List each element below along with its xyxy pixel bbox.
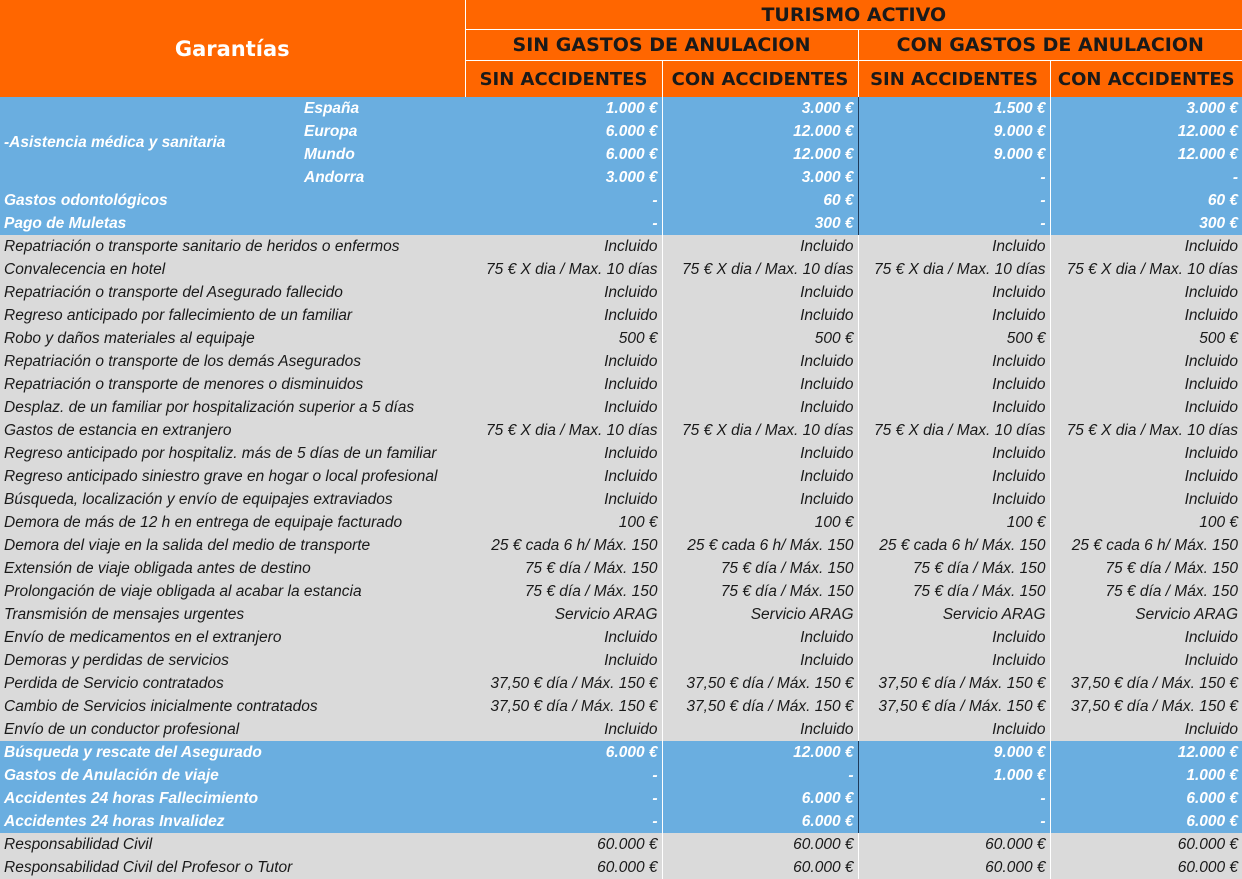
value-cell: Incluido xyxy=(1050,465,1242,488)
value-cell: 37,50 € día / Máx. 150 € xyxy=(662,672,858,695)
row-label: Cambio de Servicios inicialmente contratados xyxy=(0,695,465,718)
table-row xyxy=(0,741,1242,764)
value-cell: 37,50 € día / Máx. 150 € xyxy=(858,672,1050,695)
value-cell: 37,50 € día / Máx. 150 € xyxy=(858,695,1050,718)
garantias-header: Garantías xyxy=(0,0,465,97)
value-cell: 60.000 € xyxy=(465,856,662,879)
row-label: Demora de más de 12 h en entrega de equipaje facturado xyxy=(0,511,465,534)
table-row xyxy=(0,235,1242,258)
table-row xyxy=(0,327,1242,350)
value-cell: Incluido xyxy=(662,442,858,465)
row-label: Convalecencia en hotel xyxy=(0,258,465,281)
table-row xyxy=(0,833,1242,856)
value-cell: Incluido xyxy=(1050,718,1242,741)
value-cell: 6.000 € xyxy=(662,787,858,810)
row-label: Pago de Muletas xyxy=(0,212,465,235)
value-cell: - xyxy=(858,810,1050,833)
value-cell: 75 € X dia / Max. 10 días xyxy=(858,258,1050,281)
value-cell: Incluido xyxy=(1050,442,1242,465)
value-cell: 6.000 € xyxy=(1050,787,1242,810)
value-cell: Servicio ARAG xyxy=(465,603,662,626)
row-label: Prolongación de viaje obligada al acabar la estancia xyxy=(0,580,465,603)
value-cell: 9.000 € xyxy=(858,143,1050,166)
value-cell: Incluido xyxy=(858,373,1050,396)
con-gastos-anulacion-header: CON GASTOS DE ANULACION xyxy=(858,30,1242,61)
table-row xyxy=(0,511,1242,534)
value-cell: 75 € día / Máx. 150 xyxy=(662,580,858,603)
value-cell: Incluido xyxy=(1050,304,1242,327)
value-cell: 12.000 € xyxy=(1050,120,1242,143)
row-label: Envío de un conductor profesional xyxy=(0,718,465,741)
table-row xyxy=(0,97,1242,120)
value-cell: 37,50 € día / Máx. 150 € xyxy=(465,672,662,695)
value-cell: Incluido xyxy=(858,626,1050,649)
table-row xyxy=(0,672,1242,695)
value-cell: Incluido xyxy=(465,373,662,396)
table-row xyxy=(0,465,1242,488)
value-cell: 37,50 € día / Máx. 150 € xyxy=(1050,695,1242,718)
table-row xyxy=(0,695,1242,718)
value-cell: Incluido xyxy=(662,488,858,511)
row-label: Gastos de estancia en extranjero xyxy=(0,419,465,442)
value-cell: 25 € cada 6 h/ Máx. 150 xyxy=(662,534,858,557)
sin-gastos-anulacion-header: SIN GASTOS DE ANULACION xyxy=(465,30,858,61)
value-cell: 6.000 € xyxy=(1050,810,1242,833)
value-cell: Incluido xyxy=(1050,396,1242,419)
value-cell: Incluido xyxy=(662,235,858,258)
value-cell: Incluido xyxy=(662,373,858,396)
value-cell: Incluido xyxy=(465,465,662,488)
value-cell: Incluido xyxy=(465,396,662,419)
value-cell: 25 € cada 6 h/ Máx. 150 xyxy=(465,534,662,557)
row-label: Desplaz. de un familiar por hospitalización superior a 5 días xyxy=(0,396,465,419)
table-row xyxy=(0,258,1242,281)
value-cell: Incluido xyxy=(1050,626,1242,649)
value-cell: 60.000 € xyxy=(858,856,1050,879)
table-row xyxy=(0,856,1242,879)
value-cell: - xyxy=(858,166,1050,189)
value-cell: Incluido xyxy=(465,350,662,373)
value-cell: - xyxy=(1050,166,1242,189)
value-cell: 3.000 € xyxy=(1050,97,1242,120)
value-cell: Incluido xyxy=(1050,649,1242,672)
row-label: Perdida de Servicio contratados xyxy=(0,672,465,695)
value-cell: - xyxy=(662,764,858,787)
region-label: Mundo xyxy=(300,143,465,166)
value-cell: 75 € X dia / Max. 10 días xyxy=(465,258,662,281)
value-cell: 500 € xyxy=(465,327,662,350)
table-row xyxy=(0,580,1242,603)
value-cell: 12.000 € xyxy=(662,143,858,166)
value-cell: Incluido xyxy=(858,281,1050,304)
row-label: Regreso anticipado por hospitaliz. más de 5 días de un familiar xyxy=(0,442,465,465)
row-label: Repatriación o transporte sanitario de heridos o enfermos xyxy=(0,235,465,258)
table-row xyxy=(0,787,1242,810)
table-row xyxy=(0,718,1242,741)
value-cell: 75 € día / Máx. 150 xyxy=(1050,580,1242,603)
value-cell: Incluido xyxy=(1050,373,1242,396)
value-cell: 500 € xyxy=(1050,327,1242,350)
row-label: Accidentes 24 horas Fallecimiento xyxy=(0,787,465,810)
table-row xyxy=(0,603,1242,626)
value-cell: Servicio ARAG xyxy=(858,603,1050,626)
table-row xyxy=(0,488,1242,511)
value-cell: 75 € día / Máx. 150 xyxy=(858,557,1050,580)
value-cell: Incluido xyxy=(465,718,662,741)
table-header xyxy=(0,0,1242,97)
row-label: Demora del viaje en la salida del medio de transporte xyxy=(0,534,465,557)
value-cell: Incluido xyxy=(465,442,662,465)
value-cell: Incluido xyxy=(465,235,662,258)
con-accidentes-header-1: CON ACCIDENTES xyxy=(662,61,858,98)
table-row xyxy=(0,212,1242,235)
value-cell: 500 € xyxy=(662,327,858,350)
value-cell: 37,50 € día / Máx. 150 € xyxy=(1050,672,1242,695)
value-cell: 60 € xyxy=(1050,189,1242,212)
value-cell: 500 € xyxy=(858,327,1050,350)
value-cell: 3.000 € xyxy=(662,166,858,189)
value-cell: Incluido xyxy=(662,396,858,419)
value-cell: Incluido xyxy=(662,626,858,649)
value-cell: 12.000 € xyxy=(662,741,858,764)
row-label: Transmisión de mensajes urgentes xyxy=(0,603,465,626)
value-cell: 6.000 € xyxy=(465,143,662,166)
value-cell: 25 € cada 6 h/ Máx. 150 xyxy=(1050,534,1242,557)
value-cell: - xyxy=(858,189,1050,212)
row-label: Repatriación o transporte de menores o disminuidos xyxy=(0,373,465,396)
row-label: Responsabilidad Civil del Profesor o Tutor xyxy=(0,856,465,879)
value-cell: 300 € xyxy=(1050,212,1242,235)
value-cell: 60.000 € xyxy=(465,833,662,856)
value-cell: Incluido xyxy=(1050,235,1242,258)
value-cell: 75 € día / Máx. 150 xyxy=(662,557,858,580)
row-label: Extensión de viaje obligada antes de destino xyxy=(0,557,465,580)
row-label: Regreso anticipado siniestro grave en hogar o local profesional xyxy=(0,465,465,488)
value-cell: - xyxy=(465,787,662,810)
value-cell: 75 € X dia / Max. 10 días xyxy=(662,258,858,281)
table-row xyxy=(0,810,1242,833)
con-accidentes-header-2: CON ACCIDENTES xyxy=(1050,61,1242,98)
value-cell: Incluido xyxy=(465,488,662,511)
value-cell: 37,50 € día / Máx. 150 € xyxy=(465,695,662,718)
row-label: Gastos de Anulación de viaje xyxy=(0,764,465,787)
value-cell: Servicio ARAG xyxy=(662,603,858,626)
value-cell: Incluido xyxy=(662,281,858,304)
value-cell: - xyxy=(465,810,662,833)
value-cell: 75 € X dia / Max. 10 días xyxy=(1050,258,1242,281)
value-cell: 9.000 € xyxy=(858,741,1050,764)
value-cell: Incluido xyxy=(662,304,858,327)
table-row xyxy=(0,281,1242,304)
value-cell: 1.500 € xyxy=(858,97,1050,120)
table-row xyxy=(0,373,1242,396)
value-cell: 75 € X dia / Max. 10 días xyxy=(1050,419,1242,442)
table-row xyxy=(0,304,1242,327)
value-cell: - xyxy=(465,212,662,235)
region-label: España xyxy=(300,97,465,120)
value-cell: Incluido xyxy=(858,396,1050,419)
row-label: Búsqueda, localización y envío de equipajes extraviados xyxy=(0,488,465,511)
row-label: Repatriación o transporte del Asegurado fallecido xyxy=(0,281,465,304)
value-cell: 75 € X dia / Max. 10 días xyxy=(662,419,858,442)
value-cell: 3.000 € xyxy=(662,97,858,120)
value-cell: - xyxy=(858,787,1050,810)
value-cell: 3.000 € xyxy=(465,166,662,189)
value-cell: 75 € día / Máx. 150 xyxy=(465,557,662,580)
value-cell: - xyxy=(858,212,1050,235)
value-cell: 9.000 € xyxy=(858,120,1050,143)
value-cell: 75 € X dia / Max. 10 días xyxy=(465,419,662,442)
value-cell: 60 € xyxy=(662,189,858,212)
value-cell: Incluido xyxy=(858,718,1050,741)
value-cell: 12.000 € xyxy=(662,120,858,143)
table-body xyxy=(0,97,1242,879)
value-cell: Incluido xyxy=(662,718,858,741)
value-cell: Incluido xyxy=(465,304,662,327)
value-cell: 100 € xyxy=(858,511,1050,534)
sin-accidentes-header-1: SIN ACCIDENTES xyxy=(465,61,662,98)
value-cell: 37,50 € día / Máx. 150 € xyxy=(662,695,858,718)
value-cell: 6.000 € xyxy=(662,810,858,833)
value-cell: 60.000 € xyxy=(1050,856,1242,879)
row-label: Responsabilidad Civil xyxy=(0,833,465,856)
region-label: Andorra xyxy=(300,166,465,189)
value-cell: Incluido xyxy=(662,465,858,488)
value-cell: Incluido xyxy=(662,350,858,373)
value-cell: 25 € cada 6 h/ Máx. 150 xyxy=(858,534,1050,557)
table-row xyxy=(0,350,1242,373)
row-label: Regreso anticipado por fallecimiento de un familiar xyxy=(0,304,465,327)
row-label: Búsqueda y rescate del Asegurado xyxy=(0,741,465,764)
value-cell: 100 € xyxy=(1050,511,1242,534)
value-cell: Servicio ARAG xyxy=(1050,603,1242,626)
value-cell: Incluido xyxy=(465,626,662,649)
table-row xyxy=(0,534,1242,557)
value-cell: 60.000 € xyxy=(1050,833,1242,856)
table-row xyxy=(0,189,1242,212)
turismo-activo-header: TURISMO ACTIVO xyxy=(465,0,1242,30)
row-label: Accidentes 24 horas Invalidez xyxy=(0,810,465,833)
table-row xyxy=(0,442,1242,465)
value-cell: 6.000 € xyxy=(465,120,662,143)
value-cell: 75 € día / Máx. 150 xyxy=(1050,557,1242,580)
table-row xyxy=(0,419,1242,442)
value-cell: 1.000 € xyxy=(858,764,1050,787)
value-cell: 12.000 € xyxy=(1050,741,1242,764)
row-label: Robo y daños materiales al equipaje xyxy=(0,327,465,350)
value-cell: Incluido xyxy=(858,442,1050,465)
table-row xyxy=(0,626,1242,649)
value-cell: 100 € xyxy=(465,511,662,534)
value-cell: Incluido xyxy=(465,649,662,672)
value-cell: Incluido xyxy=(1050,488,1242,511)
value-cell: 60.000 € xyxy=(662,856,858,879)
value-cell: Incluido xyxy=(662,649,858,672)
value-cell: 100 € xyxy=(662,511,858,534)
row-label: Envío de medicamentos en el extranjero xyxy=(0,626,465,649)
sin-accidentes-header-2: SIN ACCIDENTES xyxy=(858,61,1050,98)
value-cell: 12.000 € xyxy=(1050,143,1242,166)
value-cell: Incluido xyxy=(858,488,1050,511)
asistencia-label: -Asistencia médica y sanitaria xyxy=(0,97,300,189)
value-cell: 1.000 € xyxy=(465,97,662,120)
table-row xyxy=(0,649,1242,672)
row-label: Gastos odontológicos xyxy=(0,189,465,212)
value-cell: Incluido xyxy=(858,465,1050,488)
value-cell: 1.000 € xyxy=(1050,764,1242,787)
value-cell: Incluido xyxy=(858,235,1050,258)
value-cell: Incluido xyxy=(1050,281,1242,304)
row-label: Repatriación o transporte de los demás Asegurados xyxy=(0,350,465,373)
value-cell: Incluido xyxy=(465,281,662,304)
value-cell: 6.000 € xyxy=(465,741,662,764)
row-label: Demoras y perdidas de servicios xyxy=(0,649,465,672)
value-cell: 75 € día / Máx. 150 xyxy=(858,580,1050,603)
value-cell: Incluido xyxy=(858,649,1050,672)
table-row xyxy=(0,557,1242,580)
value-cell: Incluido xyxy=(858,350,1050,373)
table-row xyxy=(0,764,1242,787)
table-row xyxy=(0,396,1242,419)
value-cell: - xyxy=(465,764,662,787)
value-cell: 300 € xyxy=(662,212,858,235)
value-cell: Incluido xyxy=(1050,350,1242,373)
region-label: Europa xyxy=(300,120,465,143)
value-cell: 60.000 € xyxy=(662,833,858,856)
value-cell: 75 € día / Máx. 150 xyxy=(465,580,662,603)
value-cell: 75 € X dia / Max. 10 días xyxy=(858,419,1050,442)
value-cell: 60.000 € xyxy=(858,833,1050,856)
value-cell: - xyxy=(465,189,662,212)
value-cell: Incluido xyxy=(858,304,1050,327)
